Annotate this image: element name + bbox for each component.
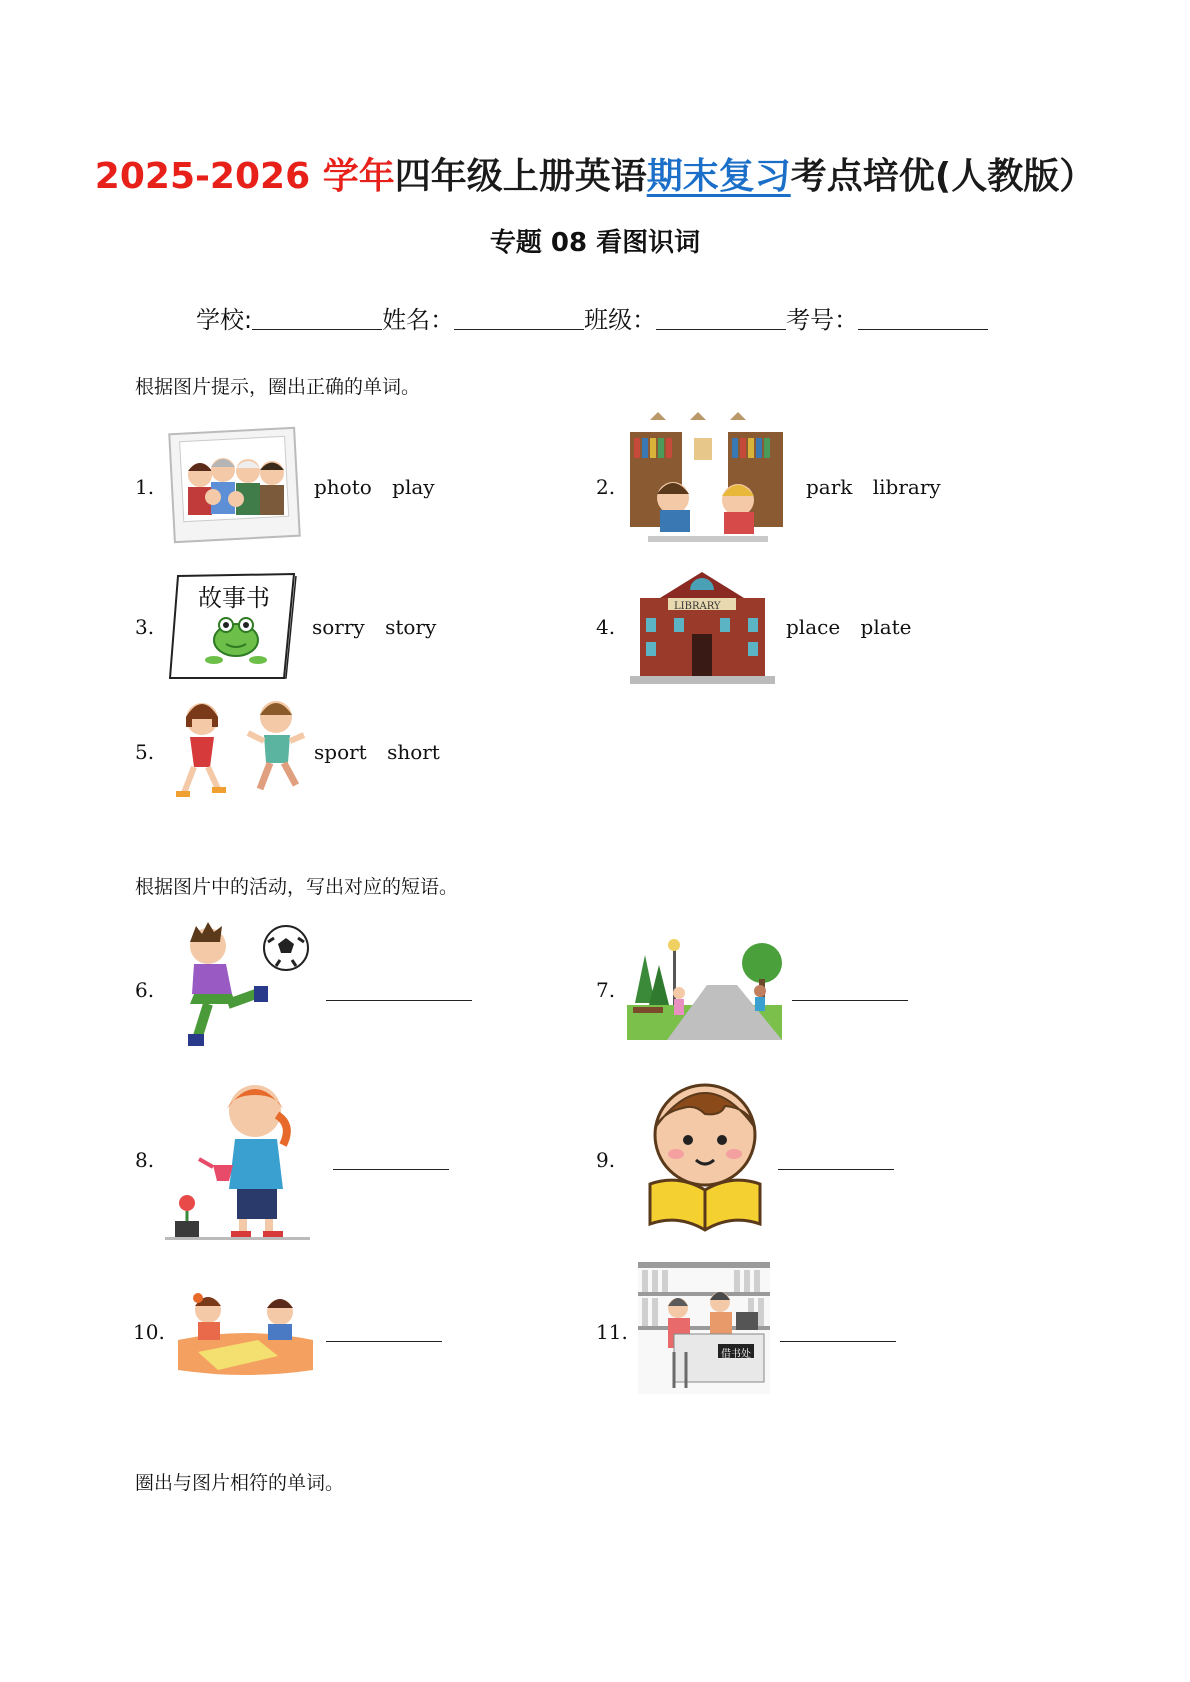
girl-watering-flower-image [165,1075,320,1240]
kids-running-image [172,695,317,807]
student-info-line [196,300,988,335]
item-2-number: 2. [596,475,616,499]
class-label: 班级： [584,306,657,334]
item-10-number: 10. [133,1320,165,1344]
item-5-number: 5. [135,740,155,764]
page-title [0,148,1190,199]
title-year: 2025-2026 [94,156,311,197]
page-subtitle: 专题 08 看图识词 [489,228,701,258]
boy-reading-book-image [640,1080,770,1232]
section2-instruction: 根据图片中的活动，写出对应的短语。 [135,876,459,898]
library-building-image [630,568,775,686]
class-blank[interactable] [656,307,786,330]
item-6-number: 6. [135,978,155,1002]
item-1-number: 1. [135,475,155,499]
item-7-number: 7. [596,978,616,1002]
item-8-number: 8. [135,1148,155,1172]
exam-number-blank[interactable] [858,307,988,330]
title-xuenian: 学年 [322,156,395,197]
library-desk-image [638,1262,770,1394]
library-reading-image [628,410,793,560]
title-part2: 四年级上册英语 [394,156,647,197]
library-sign-text: LIBRARY [674,601,721,612]
kids-drawing-image [178,1290,313,1378]
item-11-number: 11. [596,1320,628,1344]
item-5-words[interactable]: sport short [314,740,440,764]
boy-kicking-football-image [168,918,316,1053]
park-walk-image [627,935,782,1040]
exam-number-label: 考号： [786,306,859,334]
item-4-number: 4. [596,615,616,639]
item-4-words[interactable]: place plate [786,615,912,639]
item-1-words[interactable]: photo play [314,475,435,499]
item-9-number: 9. [596,1148,616,1172]
item-7-answer-line[interactable] [792,999,908,1001]
title-highlight: 期末复习 [646,156,791,197]
item-11-answer-line[interactable] [780,1340,896,1342]
name-label: 姓名： [382,306,455,334]
section3-instruction: 圈出与图片相符的单词。 [135,1472,345,1494]
item-10-answer-line[interactable] [326,1340,442,1342]
section1-instruction: 根据图片提示，圈出正确的单词。 [135,376,421,398]
desk-sign-text: 借书处 [721,1349,751,1360]
family-photo-image [168,425,303,545]
school-label: 学校: [196,306,253,334]
item-6-answer-line[interactable] [326,999,472,1001]
item-8-answer-line[interactable] [333,1168,449,1170]
title-part3: 考点培优(人教版） [790,156,1096,197]
name-blank[interactable] [454,307,584,330]
storybook-cover-text: 故事书 [198,584,270,612]
item-3-number: 3. [135,615,155,639]
item-3-words[interactable]: sorry story [312,615,437,639]
item-2-words[interactable]: park library [806,475,941,499]
school-blank[interactable] [252,307,382,330]
item-9-answer-line[interactable] [778,1168,894,1170]
